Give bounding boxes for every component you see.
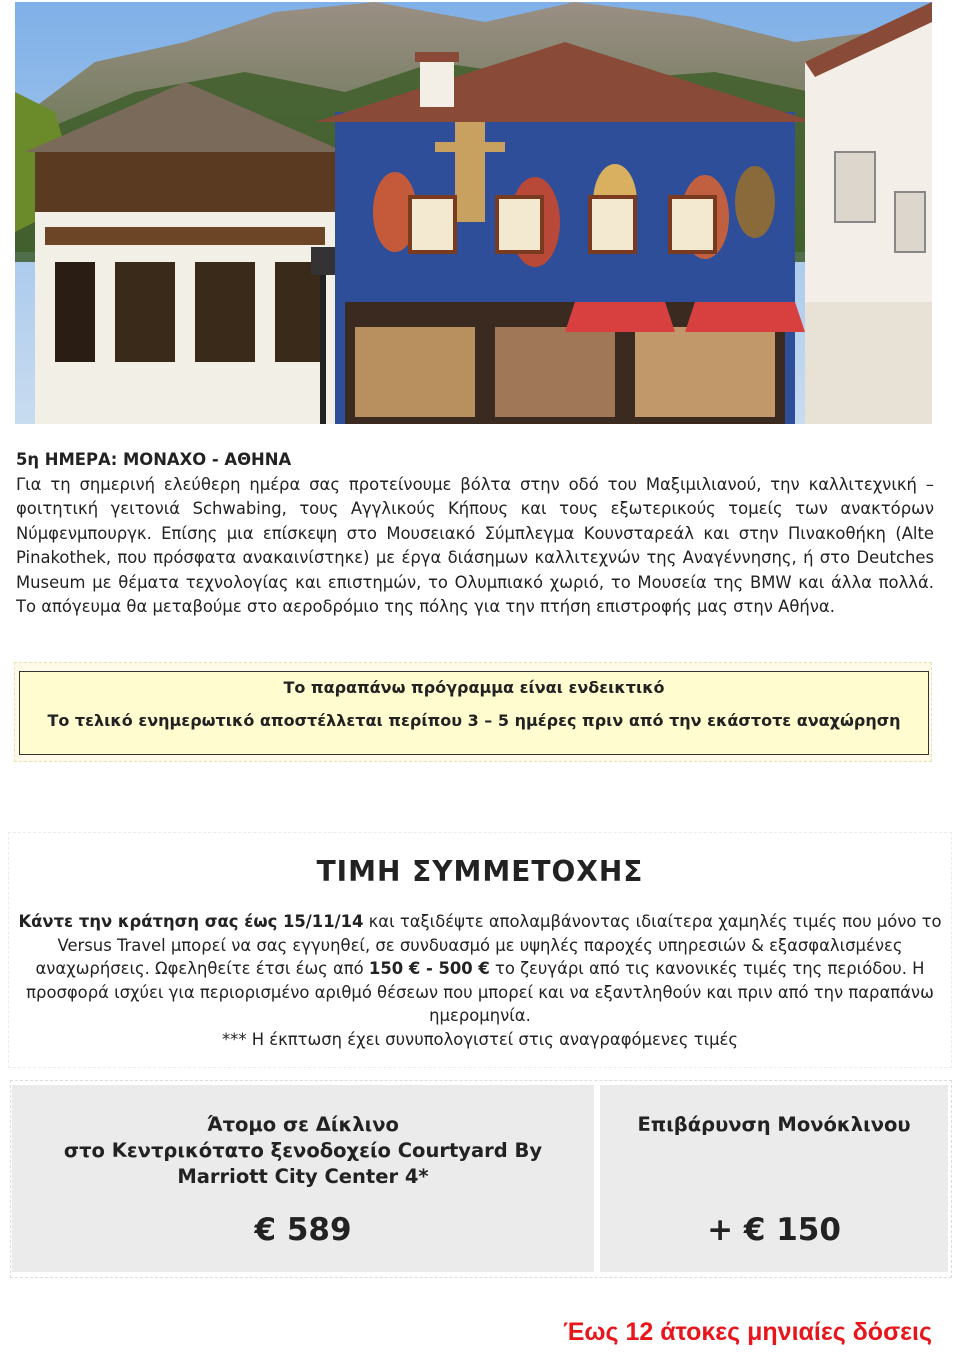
booking-deadline: Κάντε την κράτηση σας έως 15/11/14 — [18, 912, 364, 931]
hero-photo — [15, 2, 932, 424]
pricing-description — [18, 910, 942, 1052]
single-supplement-heading: Επιβάρυνση Μονόκλινου — [637, 1113, 911, 1136]
pricing-title: ΤΙΜΗ ΣΥΜΜΕΤΟΧΗΣ — [316, 855, 644, 888]
hotel-name: στο Κεντρικότατο ξενοδοχείο Courtyard By Marriott City Center 4* — [63, 1139, 543, 1188]
discount-note: *** Η έκπτωση έχει συνυπολογιστεί στις αναγραφόμενες τιμές — [221, 1029, 739, 1049]
discount-range: 150 € - 500 € — [368, 959, 490, 979]
day-description: Για τη σημερινή ελεύθερη ημέρα σας προτείνουμε βόλτα στην οδό του Μαξιμιλιανού, την καλλιτεχνική – φοιτητική γειτονιά Schwabing, τους Αγγλικούς Κήπους και τους εξωτερικούς τομείς των ανακτόρων Νύμφενμπουργκ. Επίσης μια επίσκεψη στο Μουσειακό Σύμπλεγμα Κουνσταρεάλ και στην Πινακοθήκη (Alte Pinakothek, που πρόσφατα ανακαινίστηκε) με έργα διάσημων καλλιτεχνών της Αναγέννησης, ή στο Deutches Museum με θέματα τεχνολογίας και επιστημών, το Ολυμπιακό χωριό, το Μουσεία της BMW και άλλα πολλά. Το απόγευμα θα μεταβούμε στο αεροδρόμιο της πόλης για την πτήση επιστροφής μας στην Αθήνα. — [16, 474, 934, 616]
double-room-price: € 589 — [254, 1212, 352, 1248]
double-room-heading — [12, 1112, 594, 1190]
double-room-title: Άτομο σε Δίκλινο — [207, 1113, 399, 1136]
single-supplement-price: + € 150 — [707, 1212, 841, 1248]
notice-box — [19, 671, 929, 755]
installments-offer: Έως 12 άτοκες μηνιαίες δόσεις — [563, 1318, 932, 1346]
notice-line-2: Το τελικό ενημερωτικό αποστέλλεται περίπου 3 – 5 ημέρες πριν από την εκάστοτε αναχώρηση — [47, 711, 901, 730]
day-title: 5η ΗΜΕΡΑ: ΜΟΝΑΧΟ - ΑΘΗΝΑ — [16, 450, 292, 469]
pricing-body: και ταξιδέψτε απολαμβάνοντας ιδιαίτερα χαμηλές τιμές που μόνο το Versus Travel μπορεί να σας εγγυηθεί, σε συνδυασμό με υψηλές παροχές υπηρεσιών & εξασφαλισμένες αναχωρήσεις. Ωφεληθείτε έτσι έως από — [35, 912, 942, 979]
pricing-body-end: το ζευγάρι από τις κανονικές τιμές της περιόδου. Η προσφορά ισχύει για περιορισμένο αριθμό θέσεων που μπορεί και να εξαντληθούν και πριν από την παραπάνω ημερομηνία. — [26, 959, 934, 1026]
day-section — [16, 448, 934, 620]
notice-line-1: Το παραπάνω πρόγραμμα είναι ενδεικτικό — [283, 678, 665, 697]
